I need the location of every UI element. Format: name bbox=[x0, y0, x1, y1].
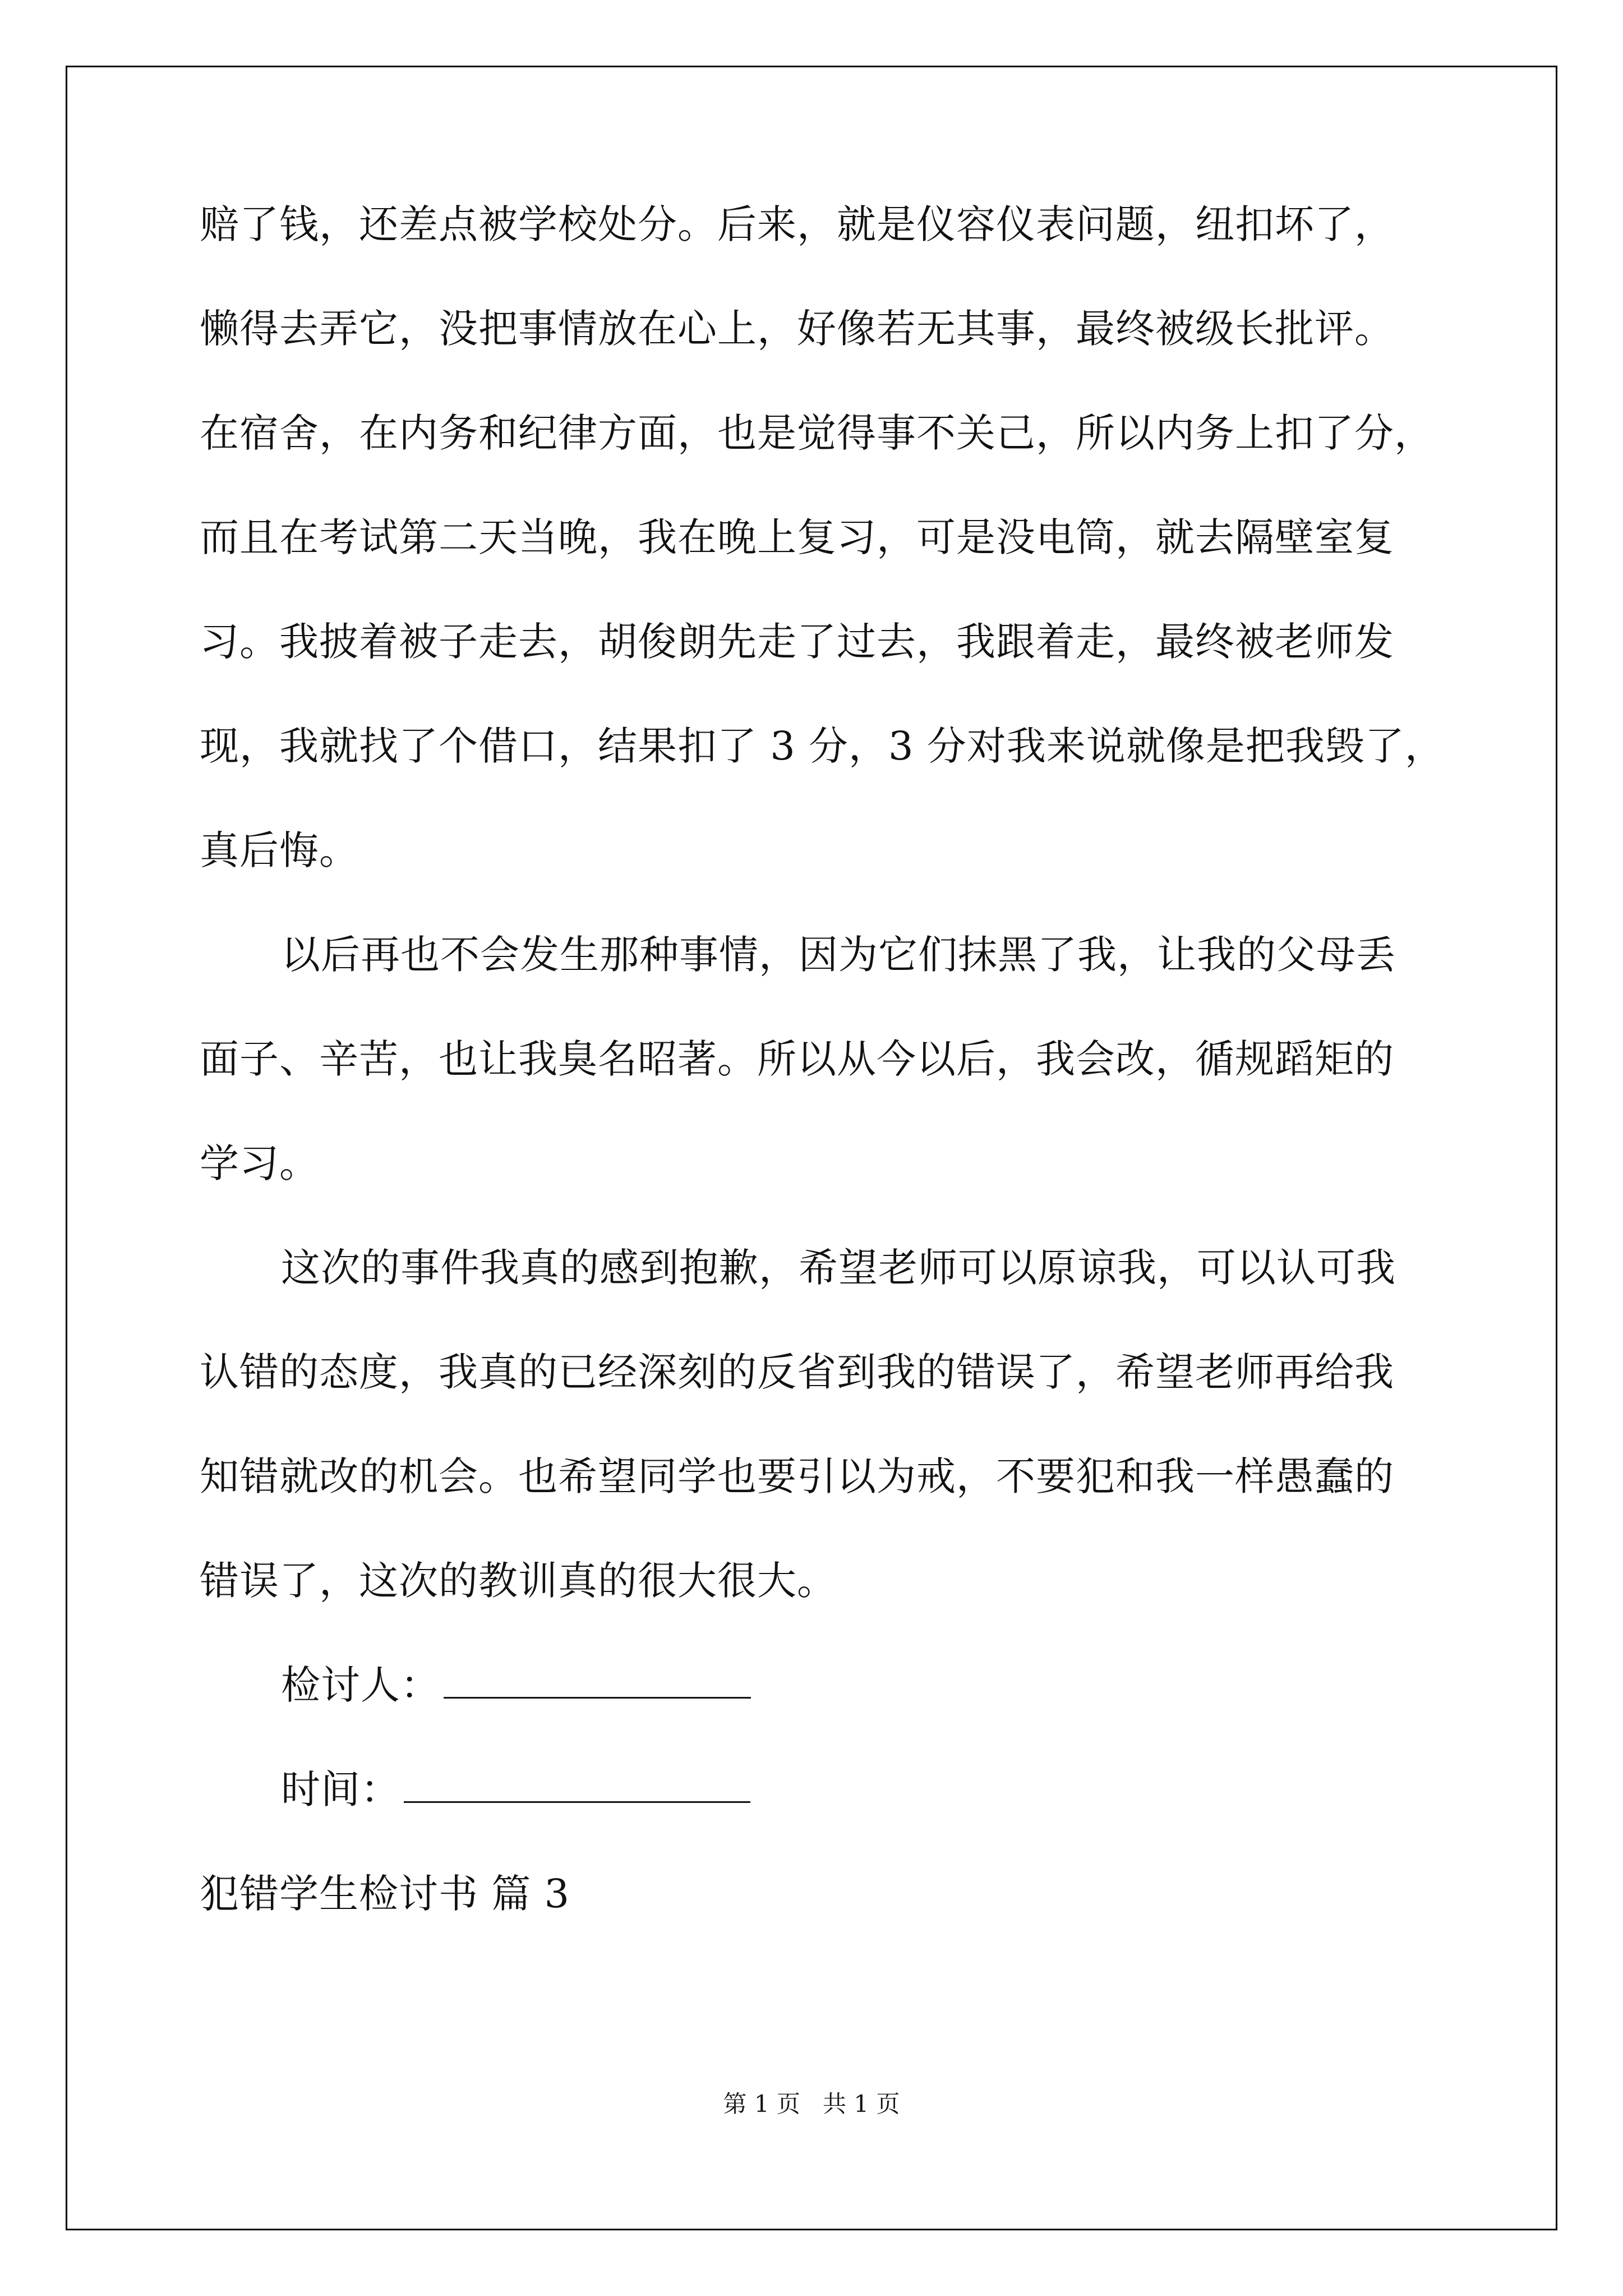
page-footer: 第 1 页 共 1 页 bbox=[723, 2090, 900, 2118]
time-line bbox=[281, 1761, 750, 1818]
paragraph-line: 这次的事件我真的感到抱歉，希望老师可以原谅我，可以认可我 bbox=[281, 1245, 1396, 1291]
paragraph-line: 以后再也不会发生那种事情，因为它们抹黑了我，让我的父母丢 bbox=[281, 932, 1396, 978]
paragraph-line: 而且在考试第二天当晚，我在晚上复习，可是没电筒，就去隔壁室复 bbox=[200, 514, 1394, 560]
paragraph-line: 现，我就找了个借口，结果扣了 3 分，3 分对我来说就像是把我毁了， bbox=[200, 723, 1445, 769]
time-blank[interactable] bbox=[404, 1762, 750, 1803]
paragraph-line: 面子、辛苦，也让我臭名昭著。所以从今以后，我会改，循规蹈矩的 bbox=[200, 1036, 1394, 1082]
time-label: 时间： bbox=[281, 1766, 400, 1812]
paragraph-line: 知错就改的机会。也希望同学也要引以为戒，不要犯和我一样愚蠢的 bbox=[200, 1453, 1394, 1499]
section-heading: 犯错学生检讨书 篇 3 bbox=[200, 1871, 570, 1917]
signer-label: 检讨人： bbox=[281, 1662, 440, 1708]
paragraph-line: 错误了，这次的教训真的很大很大。 bbox=[200, 1558, 837, 1604]
paragraph-line: 懒得去弄它，没把事情放在心上，好像若无其事，最终被级长批评。 bbox=[200, 306, 1394, 352]
signer-blank[interactable] bbox=[444, 1658, 751, 1699]
signer-line bbox=[281, 1657, 751, 1713]
paragraph-line: 赔了钱，还差点被学校处分。后来，就是仪容仪表问题，纽扣坏了， bbox=[200, 201, 1394, 247]
paragraph-line: 在宿舍，在内务和纪律方面，也是觉得事不关己，所以内务上扣了分， bbox=[200, 410, 1434, 456]
paragraph-line: 习。我披着被子走去，胡俊朗先走了过去，我跟着走，最终被老师发 bbox=[200, 619, 1394, 665]
paragraph-line: 学习。 bbox=[200, 1140, 319, 1186]
paragraph-line: 真后悔。 bbox=[200, 827, 359, 873]
paragraph-line: 认错的态度，我真的已经深刻的反省到我的错误了，希望老师再给我 bbox=[200, 1349, 1394, 1395]
